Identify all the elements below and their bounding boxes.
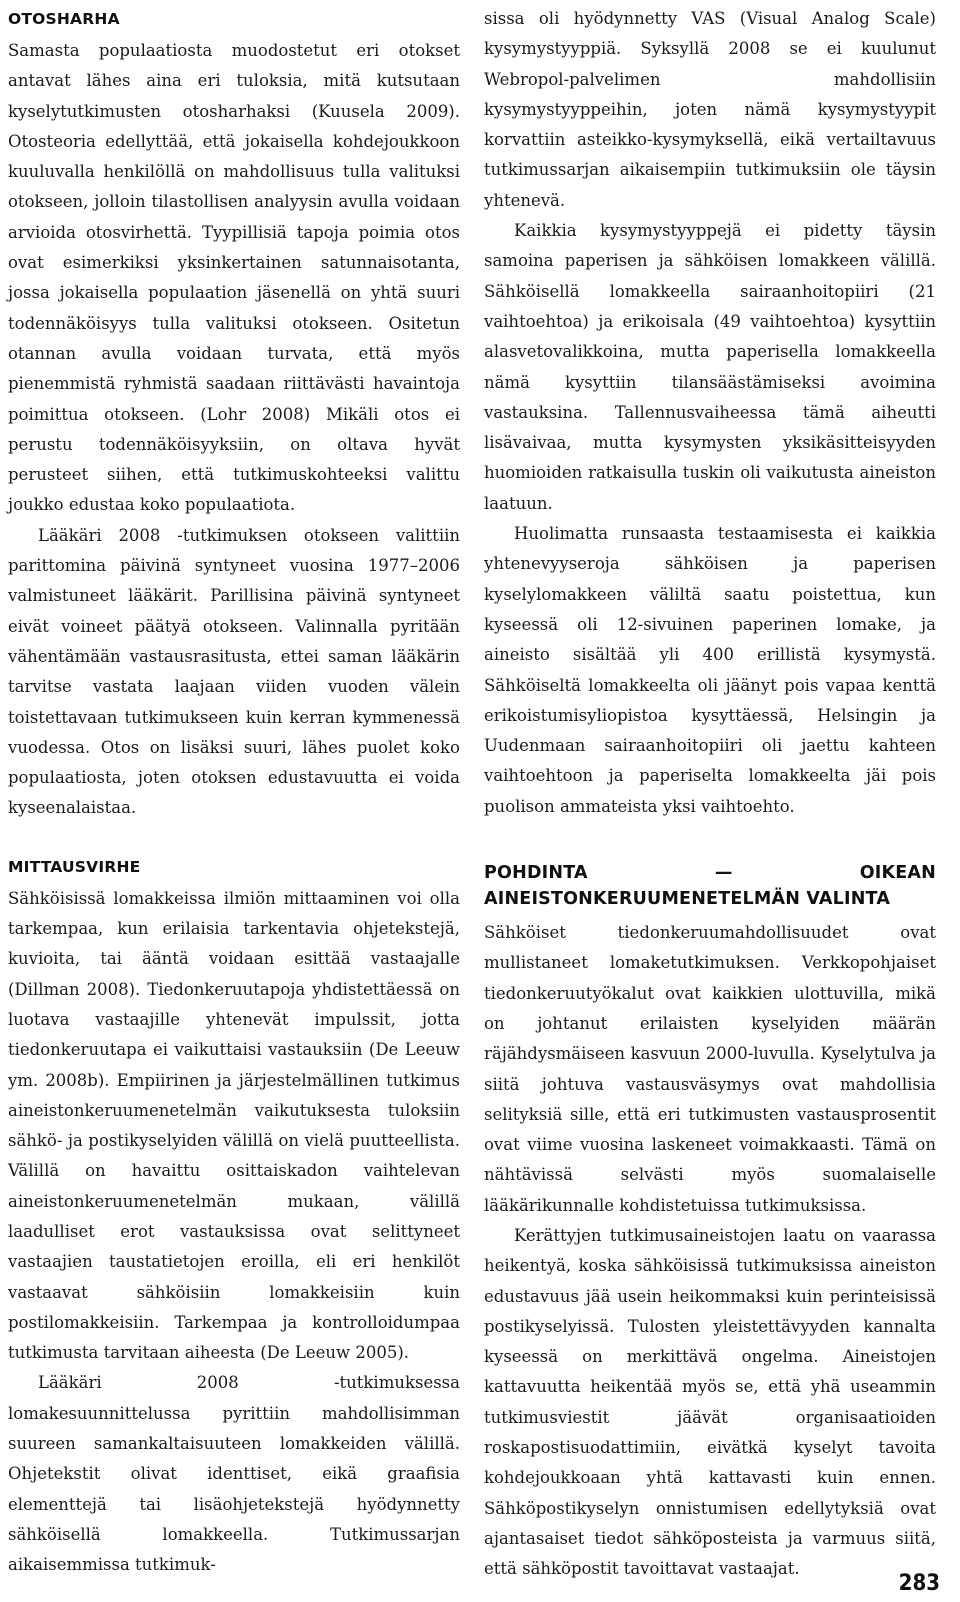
left-column [8, 4, 460, 1581]
paragraph: Lääkäri 2008 -tutkimuksessa lomakesuunnittelussa pyrittiin mahdollisimman suureen samankaltaisuuteen lomakkeiden välillä. Ohjetekstit olivat identtiset, eikä graafisia elementtejä tai lisäohjetekstejä hyödynnetty sähköisellä lomakkeella. Tutkimussarjan aikaisemmissa tutkimuk- [8, 1373, 460, 1575]
page-number: 283 [898, 1571, 940, 1596]
section-heading-otosharha: OTOSHARHA [8, 10, 120, 28]
section-gap [8, 824, 460, 852]
paragraph: Sähköisissä lomakkeissa ilmiön mittaaminen voi olla tarkempaa, kun erilaisia tarkentavia ohjetekstejä, kuvioita, tai ääntä voidaan esittää vastaajalle (Dillman 2008). Tiedonkeruutapoja yhdistettäessä on luotava vastaajille yhtenevät impulssit, jotta tiedonkeruutapa ei vaikuttaisi vastauksiin (De Leeuw ym. 2008b). Empiirinen ja järjestelmällinen tutkimus aineistonkeruumenetelmän vaikutuksesta tuloksiin sähkö- ja postikyselyiden välillä on vielä puutteellista. Välillä on havaittu osittaiskadon vaihtelevan aineistonkeruumenetelmän mukaan, välillä laadulliset erot vastauksissa ovat selittyneet vastaajien taustatietojen eroilla, eli eri henkilöt vastaavat sähköisiin lomakkeisiin kuin postilomakkeisiin. Tarkempaa ja kontrolloidumpaa tutkimusta tarvitaan aiheesta (De Leeuw 2005). [8, 888, 460, 1363]
right-column [484, 4, 936, 1585]
paragraph: Huolimatta runsaasta testaamisesta ei kaikkia yhtenevyyseroja sähköisen ja paperisen kyselylomakkeen väliltä saatu poistettua, kun kyseessä oli 12-sivuinen paperinen lomake, ja aineisto sisältää yli 400 erillistä kysymystä. Sähköiseltä lomakkeelta oli jäänyt pois vapaa kenttä erikoistumisyliopistoa kysyttäessä, Helsingin ja Uudenmaan sairaanhoitopiiri oli jaettu kahteen vaihtoehtoon ja paperiselta lomakkeelta jäi pois puolison ammateista yksi vaihtoehto. [484, 524, 936, 816]
paragraph: Samasta populaatiosta muodostetut eri otokset antavat lähes aina eri tuloksia, mitä kutsutaan kyselytutkimusten otosharhaksi (Kuusela 2009). Otosteoria edellyttää, että jokaisella kohdejoukkoon kuuluvalla henkilöllä on mahdollisuus tulla valituksi otokseen, jolloin tilastollisen analyysin avulla voidaan arvioida otosvirhettä. Tyypillisiä tapoja poimia otos ovat esimerkiksi yksinkertainen satunnaisotanta, jossa jokaisella populaation jäsenellä on yhtä suuri todennäköisyys tulla valituksi otokseen. Ositetun otannan avulla voidaan turvata, että myös pienemmistä ryhmistä saadaan riittävästi havaintoja poimittua otokseen. (Lohr 2008) Mikäli otos ei perustu todennäköisyyksiin, on oltava hyvät perusteet siihen, että tutkimuskohteeksi valittu joukko edustaa koko populaatiota. [8, 41, 460, 515]
paragraph: Kerättyjen tutkimusaineistojen laatu on vaarassa heikentyä, koska sähköisissä tutkimuksissa aineiston edustavuus jää usein heikommaksi kuin perinteisissä postikyselyissä. Tulosten yleistettävyyden kannalta kyseessä on merkittävä ongelma. Aineistojen kattavuutta heikentää myös se, että yhä useammin tutkimusviestit jäävät organisaatioiden roskapostisuodattimiin, eivätkä kyselyt tavoita kohdejoukkoaan yhtä kattavasti kuin ennen. Sähköpostikyselyn onnistumisen edellytyksiä ovat ajantasaiset tiedot sähköposteista ja varmuus siitä, että sähköpostit tavoittavat vastaajat. [484, 1225, 936, 1579]
paragraph: sissa oli hyödynnetty VAS (Visual Analog Scale) kysymystyyppiä. Syksyllä 2008 se ei kuulunut Webropol-palvelimen mahdollisiin kysymystyyppeihin, joten nämä kysymystyypit korvattiin asteikko-kysymyksellä, eikä vertailtavuus tutkimussarjan aikaisempiin tutkimuksiin ole täysin yhtenevä. [484, 9, 936, 210]
paragraph: Lääkäri 2008 -tutkimuksen otokseen valittiin parittomina päivinä syntyneet vuosina 1977–2006 valmistuneet lääkärit. Parillisina päivinä syntyneet eivät voineet päätyä otokseen. Valinnalla pyritään vähentämään vastausrasitusta, ettei saman lääkärin tarvitse vastata laajaan viiden vuoden välein toistettavaan tutkimukseen kuin kerran kymmenessä vuodessa. Otos on lisäksi suuri, lähes puolet koko populaatiosta, joten otoksen edustavuutta ei voida kyseenalaistaa. [8, 525, 460, 818]
section-gap [484, 822, 936, 850]
paragraph: Kaikkia kysymystyyppejä ei pidetty täysin samoina paperisen ja sähköisen lomakkeen välillä. Sähköisellä lomakkeella sairaanhoitopiiri (21 vaihtoehtoa) ja erikoisala (49 vaihtoehtoa) kysyttiin alasvetovalikkoina, mutta paperisella lomakkeella nämä kysyttiin tilansäästämiseksi avoimina vastauksina. Tallennusvaiheessa tämä aiheutti lisävaivaa, mutta kysymysten yksikäsitteisyyden huomioiden ratkaisulla tuskin oli vaikutusta aineiston laatuun. [484, 221, 936, 513]
section-heading-pohdinta: POHDINTA — OIKEAN AINEISTONKERUUMENETELMÄN VALINTA [484, 863, 936, 910]
paragraph: Sähköiset tiedonkeruumahdollisuudet ovat mullistaneet lomaketutkimuksen. Verkkopohjaiset tiedonkeruutyökalut ovat kaikkien ulottuvilla, mikä on johtanut erilaisten kyselyiden määrän räjähdysmäiseen kasvuun 2000-luvulla. Kyselytulva ja siitä johtuva vastausväsymys ovat mahdollisia selityksiä sille, että eri tutkimusten vastausprosentit ovat viime vuosina laskeneet voimakkaasti. Tämä on nähtävissä selvästi myös suomalaiselle lääkärikunnalle kohdistetuissa tutkimuksissa. [484, 923, 936, 1215]
section-heading-mittausvirhe: MITTAUSVIRHE [8, 857, 141, 876]
